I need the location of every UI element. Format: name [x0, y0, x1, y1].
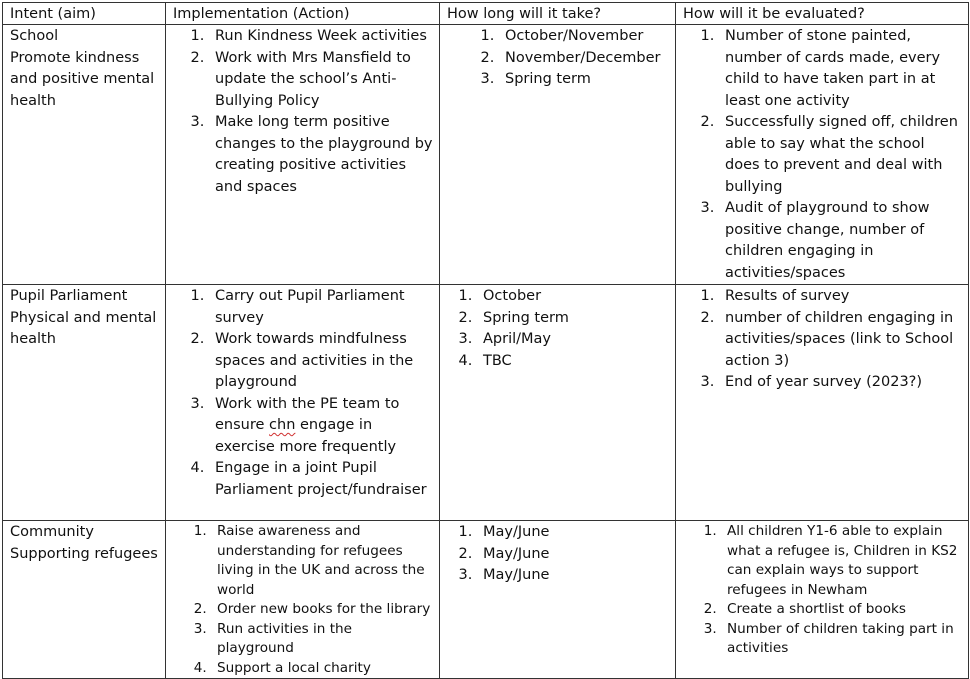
list-item: 2. Work with Mrs Mansfield to update the school’s Anti-Bullying Policy — [209, 48, 433, 113]
list-item: 3. Make long term positive changes to the playground by creating positive activities and spaces — [209, 112, 433, 198]
list-item: 3. Run activities in the playground — [211, 620, 433, 659]
table-row — [3, 521, 969, 679]
list-item: 2. number of children engaging in activities/spaces (link to School action 3) — [719, 308, 962, 373]
intent-cell — [3, 25, 166, 285]
action-text: Work with the PE team to ensure — [215, 395, 400, 433]
actions-cell — [166, 25, 440, 285]
intent-title: School — [10, 28, 59, 44]
actions-cell — [166, 285, 440, 521]
list-item: 1. Carry out Pupil Parliament survey — [209, 286, 433, 329]
intent-title: Community — [10, 524, 94, 540]
list-item: 2. Spring term — [477, 308, 669, 330]
evaluation-list — [683, 26, 962, 284]
intent-aim: Physical and mental health — [10, 309, 157, 347]
list-item: 3. April/May — [477, 329, 669, 351]
list-item: 3. Spring term — [499, 69, 669, 91]
list-item: 2. Create a shortlist of books — [721, 600, 962, 620]
header-implementation: Implementation (Action) — [166, 3, 440, 25]
intent-aim: Promote kindness and positive mental health — [10, 49, 155, 109]
list-item: 2. Work towards mindfulness spaces and activities in the playground — [209, 329, 433, 394]
list-item: 3. Audit of playground to show positive change, number of children engaging in activities/spaces — [719, 198, 962, 284]
table-row — [3, 285, 969, 521]
list-item — [209, 394, 433, 459]
list-item: 1. Raise awareness and understanding for refugees living in the UK and across the world — [211, 522, 433, 600]
timing-cell — [440, 25, 676, 285]
table-row — [3, 25, 969, 285]
evaluation-list — [683, 286, 962, 394]
evaluation-cell — [676, 25, 969, 285]
timing-cell — [440, 285, 676, 521]
header-row — [3, 3, 969, 25]
list-item: 1. All children Y1-6 able to explain what a refugee is, Children in KS2 can explain ways to support refugees in Newham — [721, 522, 962, 600]
intent-title: Pupil Parliament — [10, 288, 128, 304]
list-item: 1. May/June — [477, 522, 669, 544]
list-item: 1. Run Kindness Week activities — [209, 26, 433, 48]
intent-cell — [3, 285, 166, 521]
evaluation-cell — [676, 285, 969, 521]
list-item: 4. Engage in a joint Pupil Parliament project/fundraiser — [209, 458, 433, 501]
list-item: 2. Successfully signed off, children able to say what the school does to prevent and deal with bullying — [719, 112, 962, 198]
evaluation-list — [683, 522, 962, 659]
list-item: 2. November/December — [499, 48, 669, 70]
list-item: 1. Number of stone painted, number of cards made, every child to have taken part in at least one activity — [719, 26, 962, 112]
list-item: 4. TBC — [477, 351, 669, 373]
timing-list — [447, 522, 669, 587]
list-item: 1. October/November — [499, 26, 669, 48]
actions-cell — [166, 521, 440, 679]
header-evaluation: How will it be evaluated? — [676, 3, 969, 25]
evaluation-cell — [676, 521, 969, 679]
list-item: 3. May/June — [477, 565, 669, 587]
action-text: engage in exercise more frequently — [215, 417, 397, 455]
list-item: 2. May/June — [477, 544, 669, 566]
list-item: 4. Support a local charity — [211, 659, 433, 679]
list-item: 2. Order new books for the library — [211, 600, 433, 620]
actions-list — [173, 286, 433, 501]
timing-cell — [440, 521, 676, 679]
header-intent: Intent (aim) — [3, 3, 166, 25]
action-plan-table — [2, 2, 969, 679]
list-item: 3. Number of children taking part in activities — [721, 620, 962, 659]
header-duration: How long will it take? — [440, 3, 676, 25]
intent-cell — [3, 521, 166, 679]
list-item: 3. End of year survey (2023?) — [719, 372, 962, 394]
list-item: 1. Results of survey — [719, 286, 962, 308]
actions-list — [173, 522, 433, 678]
spellcheck-flagged-word: chn — [269, 417, 296, 433]
list-item: 1. October — [477, 286, 669, 308]
timing-list — [447, 286, 669, 372]
actions-list — [173, 26, 433, 198]
intent-aim: Supporting refugees — [10, 545, 158, 562]
timing-list — [447, 26, 669, 91]
